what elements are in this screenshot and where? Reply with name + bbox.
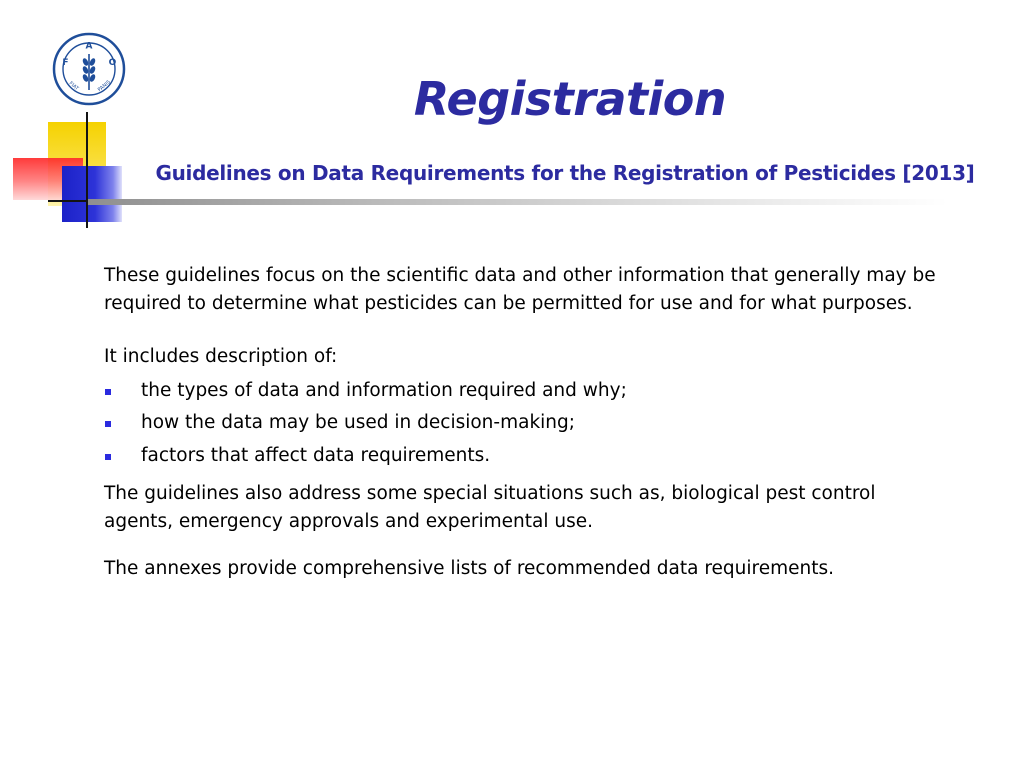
list-item	[104, 440, 944, 473]
slide-subtitle: Guidelines on Data Requirements for the Registration of Pesticides [2013]	[155, 161, 975, 185]
svg-text:F: F	[62, 58, 69, 68]
annexes-paragraph: The annexes provide comprehensive lists of recommended data requirements.	[104, 558, 835, 579]
square-bullet-icon	[105, 389, 111, 395]
list-item-text: factors that affect data requirements.	[141, 444, 491, 466]
square-bullet-icon	[105, 454, 111, 460]
list-item-text: the types of data and information required and why;	[141, 379, 627, 401]
square-bullet-icon	[105, 421, 111, 427]
svg-text:FIAT: FIAT	[67, 80, 80, 92]
list-lead-paragraph: It includes description of:	[104, 346, 338, 367]
svg-text:PANIS: PANIS	[96, 79, 112, 94]
bullet-list	[104, 375, 944, 473]
deco-vertical-line	[86, 112, 88, 228]
list-item-text: how the data may be used in decision-making;	[141, 412, 576, 433]
decorative-blocks	[0, 0, 140, 230]
slide-body	[104, 262, 944, 583]
special-situations-paragraph: The guidelines also address some special situations such as, biological pest control agents, emergency approvals and experimental use.	[104, 483, 876, 532]
slide-title: Registration	[413, 72, 727, 126]
list-item	[104, 407, 944, 440]
svg-text:O: O	[108, 58, 117, 68]
svg-text:A: A	[85, 41, 93, 52]
list-item	[104, 375, 944, 408]
header-divider	[88, 199, 948, 205]
deco-blue-block	[62, 166, 122, 222]
intro-paragraph: These guidelines focus on the scientific data and other information that generally may be required to determine what pesticides can be permitted for use and for what purposes.	[104, 265, 936, 314]
